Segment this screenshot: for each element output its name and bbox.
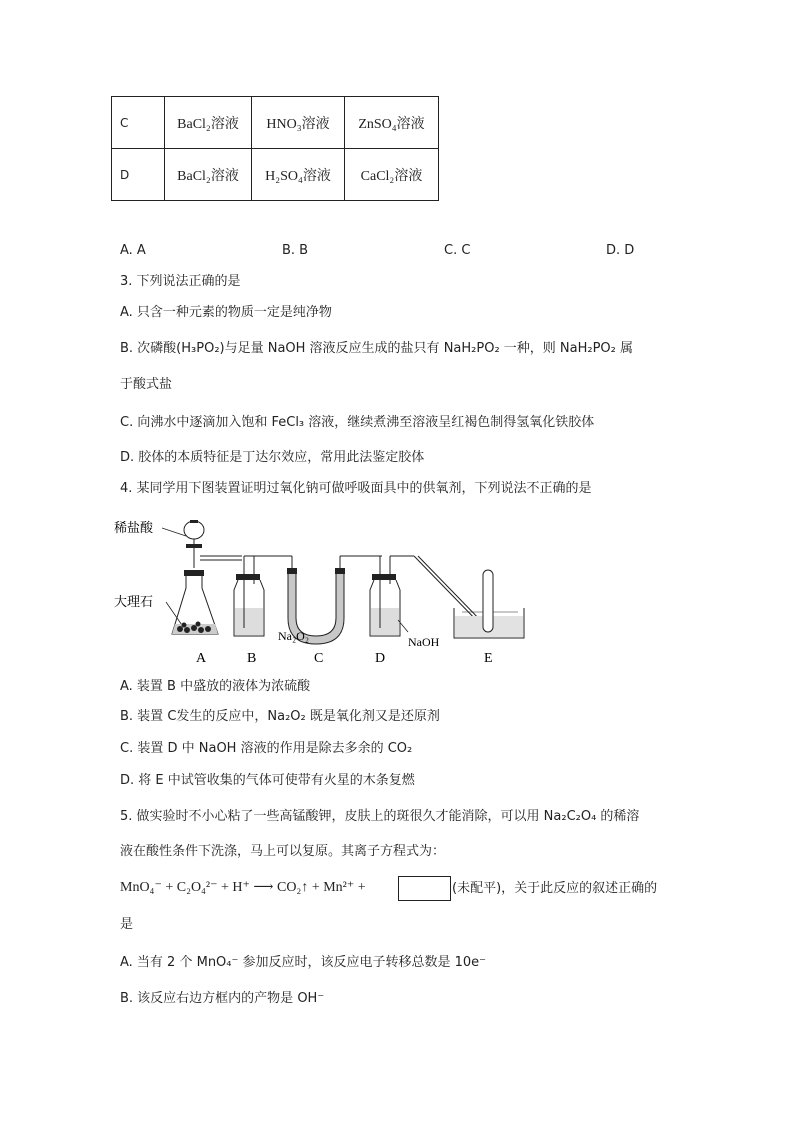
q3-option-b-line2: 于酸式盐 xyxy=(120,377,173,392)
row-label: C xyxy=(112,97,165,149)
table-cell: BaCl₂溶液 xyxy=(165,97,252,149)
table-cell: CaCl₂溶液 xyxy=(345,149,439,201)
letter-e: E xyxy=(484,651,493,666)
q3-option-b-line1[interactable]: B. 次磷酸(H₃PO₂)与足量 NaOH 溶液反应生成的盐只有 NaH₂PO₂ 一种，则 NaH₂PO₂ 属 xyxy=(120,341,634,356)
q3-option-c[interactable]: C. 向沸水中逐滴加入饱和 FeCl₃ 溶液，继续煮沸至溶液呈红褐色制得氢氧化铁胶体 xyxy=(120,415,595,430)
q4-option-c[interactable]: C. 装置 D 中 NaOH 溶液的作用是除去多余的 CO₂ xyxy=(120,741,413,756)
q4-option-b[interactable]: B. 装置 C发生的反应中，Na₂O₂ 既是氧化剂又是还原剂 xyxy=(120,709,440,724)
q5-stem-line1: 5. 做实验时不小心粘了一些高锰酸钾，皮肤上的斑很久才能消除，可以用 Na₂C₂O₄ 的稀溶 xyxy=(120,809,640,824)
q5-stem-line2: 液在酸性条件下洗涤，马上可以复原。其离子方程式为： xyxy=(120,844,446,859)
table-cell: ZnSO₄溶液 xyxy=(345,97,439,149)
apparatus-figure xyxy=(110,508,530,668)
row-label: D xyxy=(112,149,165,201)
q2-option-b[interactable]: B. B xyxy=(282,243,309,258)
letter-d: D xyxy=(375,651,386,666)
q5-option-b[interactable]: B. 该反应右边方框内的产物是 OH⁻ xyxy=(120,991,325,1006)
q3-stem: 3. 下列说法正确的是 xyxy=(120,274,241,289)
table-cell: HNO₃溶液 xyxy=(252,97,345,149)
table-cell: BaCl₂溶液 xyxy=(165,149,252,201)
apparatus-c xyxy=(278,556,382,644)
q3-option-d[interactable]: D. 胶体的本质特征是丁达尔效应，常用此法鉴定胶体 xyxy=(120,450,425,465)
letter-b: B xyxy=(247,651,257,666)
apparatus-a xyxy=(172,520,242,634)
q5-equation: MnO₄⁻ + C₂O₄²⁻ + H⁺ ⟶ CO₂↑ + Mn²⁺ + xyxy=(120,880,366,895)
marble-label: 大理石 xyxy=(114,594,154,609)
q4-stem: 4. 某同学用下图装置证明过氧化钠可做呼吸面具中的供氧剂，下列说法不正确的是 xyxy=(120,481,592,496)
q2-option-d[interactable]: D. D xyxy=(606,243,635,258)
q4-option-a[interactable]: A. 装置 B 中盛放的液体为浓硫酸 xyxy=(120,679,311,694)
q2-option-a[interactable]: A. A xyxy=(120,243,146,258)
options-table xyxy=(111,96,439,201)
naoh-label: NaOH xyxy=(408,635,440,649)
q2-option-c[interactable]: C. C xyxy=(444,243,471,258)
na2o2-label: Na₂O₂ xyxy=(278,629,310,643)
table-row xyxy=(112,149,439,201)
q5-equation-tail: (未配平)，关于此反应的叙述正确的 xyxy=(452,881,658,896)
table-row xyxy=(112,97,439,149)
answer-box xyxy=(398,876,451,901)
q3-option-a[interactable]: A. 只含一种元素的物质一定是纯净物 xyxy=(120,305,332,320)
acid-label: 稀盐酸 xyxy=(114,520,154,535)
q4-option-d[interactable]: D. 将 E 中试管收集的气体可使带有火星的木条复燃 xyxy=(120,773,415,788)
letter-a: A xyxy=(196,651,207,666)
q5-stem-line4: 是 xyxy=(120,917,134,932)
apparatus-b xyxy=(234,556,292,636)
q5-option-a[interactable]: A. 当有 2 个 MnO₄⁻ 参加反应时，该反应电子转移总数是 10e⁻ xyxy=(120,955,487,970)
table-cell: H₂SO₄溶液 xyxy=(252,149,345,201)
letter-c: C xyxy=(314,651,324,666)
